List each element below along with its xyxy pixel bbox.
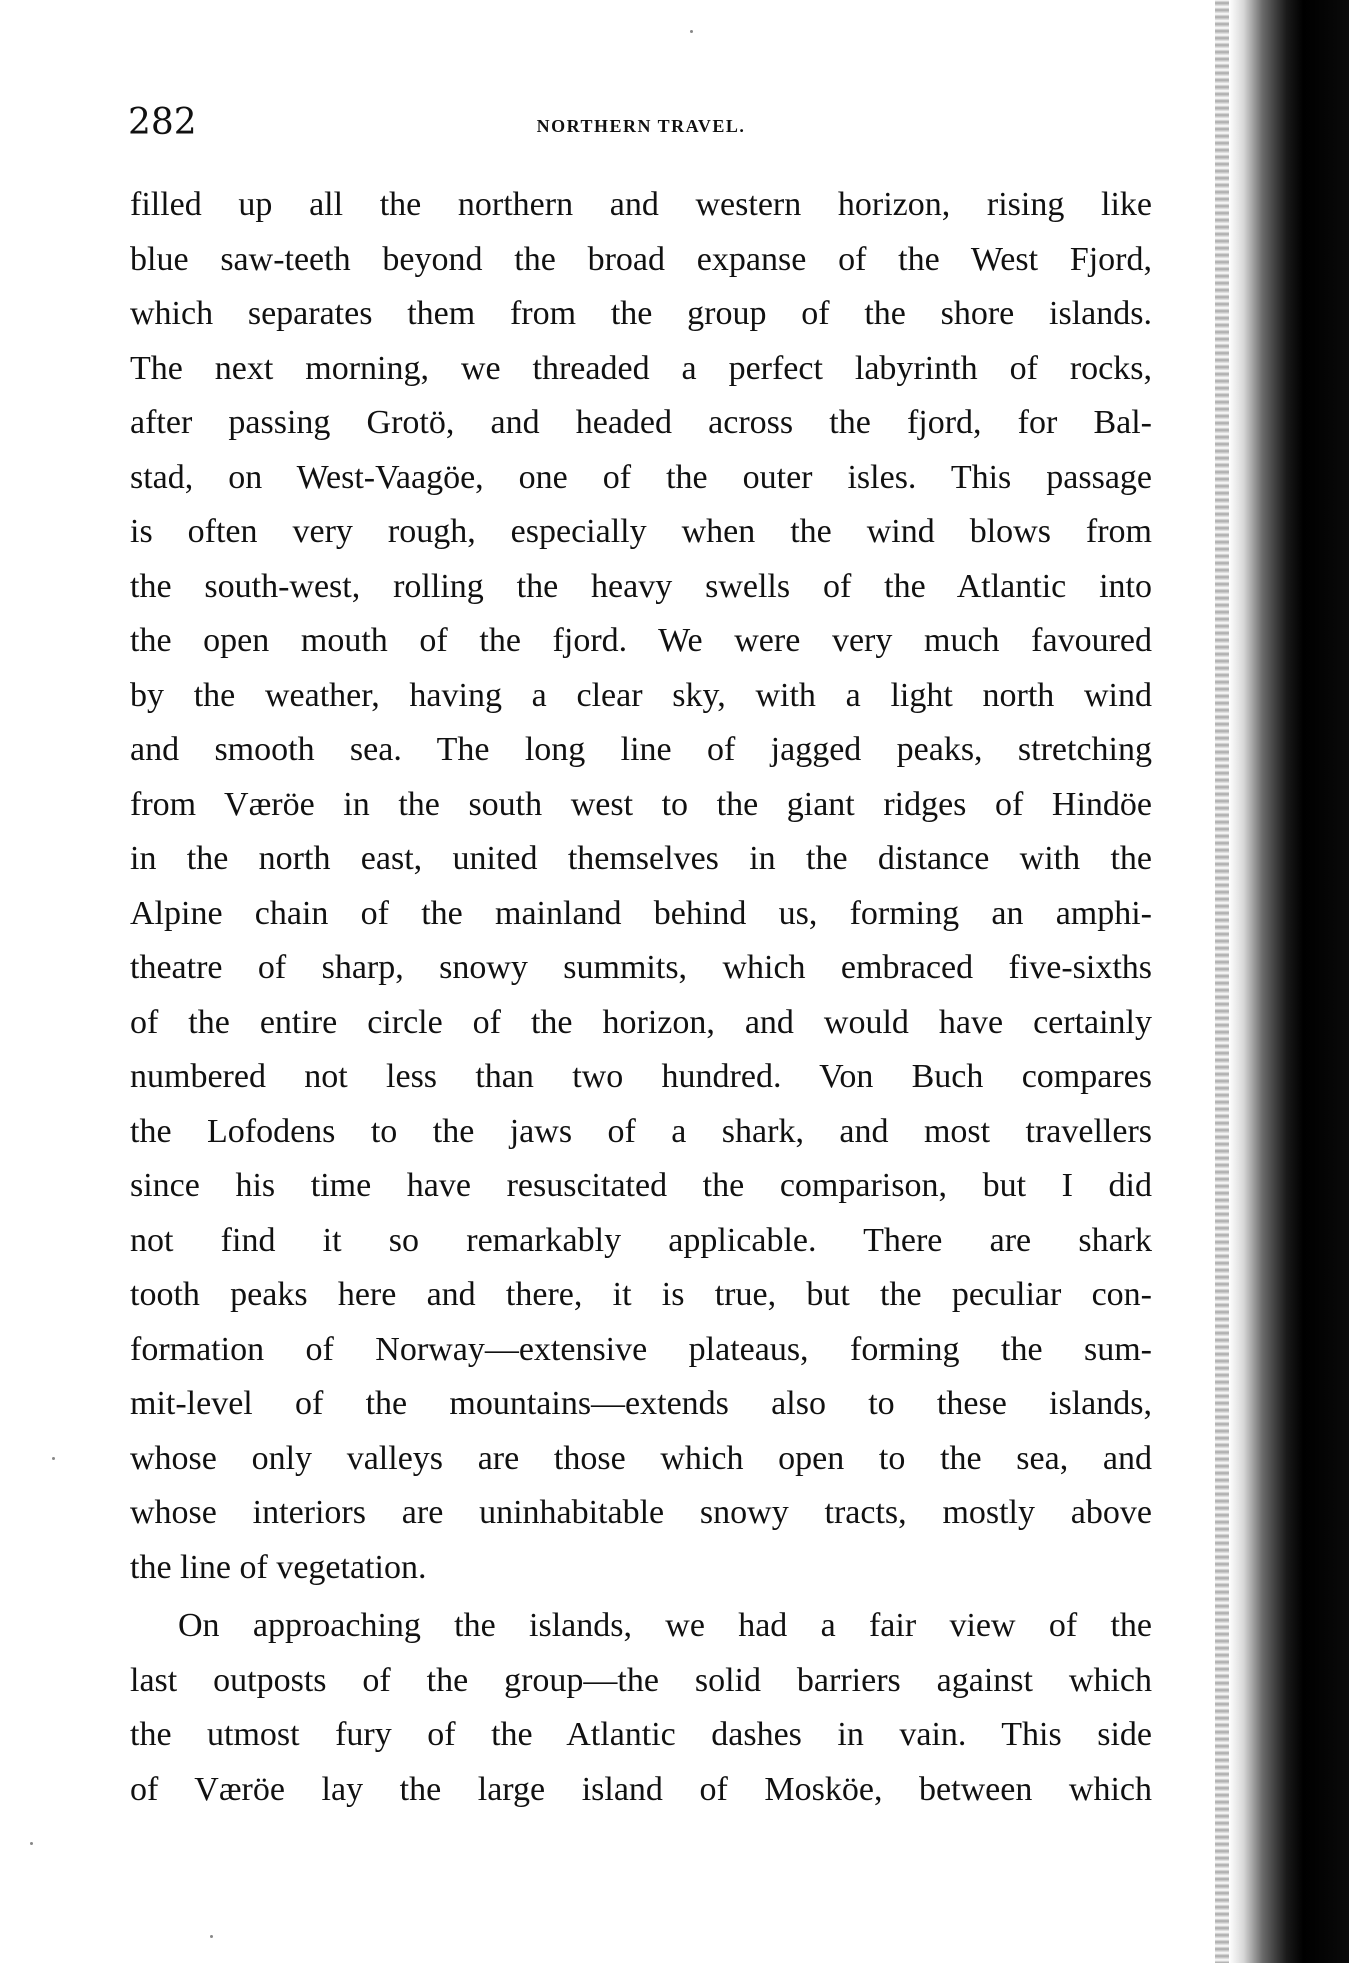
text-line: stad, on West-Vaagöe, one of the outer isles. This passage (130, 458, 1152, 496)
page-header (128, 102, 1154, 142)
paper-speck (30, 1842, 33, 1845)
paper-speck (52, 1457, 55, 1460)
paragraph-1 (130, 178, 1152, 1595)
binding-shadow (1229, 0, 1349, 1963)
paper-speck (210, 1935, 213, 1938)
text-line: of Væröe lay the large island of Mosköe, between which (130, 1770, 1152, 1808)
paragraph-2 (130, 1599, 1152, 1817)
text-line: tooth peaks here and there, it is true, but the peculiar con- (130, 1276, 1152, 1313)
text-line: mit-level of the mountains—extends also to these islands, (130, 1385, 1152, 1422)
text-line: formation of Norway—extensive plateaus, forming the sum- (130, 1330, 1152, 1368)
text-line: from Væröe in the south west to the giant ridges of Hindöe (130, 785, 1152, 823)
text-line: the Lofodens to the jaws of a shark, and most travellers (130, 1112, 1152, 1150)
paper-speck (690, 30, 693, 33)
text-line: blue saw-teeth beyond the broad expanse of the West Fjord, (130, 240, 1152, 278)
text-line: since his time have resuscitated the comparison, but I did (130, 1167, 1152, 1204)
text-line: On approaching the islands, we had a fair view of the (178, 1607, 1152, 1644)
text-line: whose interiors are uninhabitable snowy tracts, mostly above (130, 1494, 1152, 1531)
text-line: last outposts of the group—the solid barriers against which (130, 1661, 1152, 1699)
text-line: and smooth sea. The long line of jagged peaks, stretching (130, 731, 1152, 768)
text-line: of the entire circle of the horizon, and would have certainly (130, 1003, 1152, 1041)
page-number: 282 (128, 102, 197, 143)
running-head: NORTHERN TRAVEL. (536, 116, 746, 136)
text-line: Alpine chain of the mainland behind us, forming an amphi- (130, 894, 1152, 932)
body-text (130, 178, 1152, 1817)
text-line: the line of vegetation. (130, 1548, 427, 1586)
text-line: not find it so remarkably applicable. There are shark (130, 1221, 1152, 1259)
text-line: by the weather, having a clear sky, with a light north wind (130, 676, 1152, 714)
text-line: whose only valleys are those which open to the sea, and (130, 1439, 1152, 1477)
text-line: numbered not less than two hundred. Von Buch compares (130, 1058, 1152, 1095)
text-line: the utmost fury of the Atlantic dashes in vain. This side (130, 1716, 1152, 1753)
binding-edge (1215, 0, 1229, 1963)
text-line: after passing Grotö, and headed across the fjord, for Bal- (130, 404, 1152, 441)
text-line: the open mouth of the fjord. We were very much favoured (130, 622, 1152, 659)
text-line: in the north east, united themselves in the distance with the (130, 840, 1152, 877)
text-line: the south-west, rolling the heavy swells of the Atlantic into (130, 567, 1152, 605)
text-line: filled up all the northern and western horizon, rising like (130, 186, 1152, 223)
text-line: The next morning, we threaded a perfect labyrinth of rocks, (130, 349, 1152, 387)
text-line: is often very rough, especially when the wind blows from (130, 513, 1152, 550)
text-line: theatre of sharp, snowy summits, which embraced five-sixths (130, 949, 1152, 986)
text-line: which separates them from the group of the shore islands. (130, 295, 1152, 332)
